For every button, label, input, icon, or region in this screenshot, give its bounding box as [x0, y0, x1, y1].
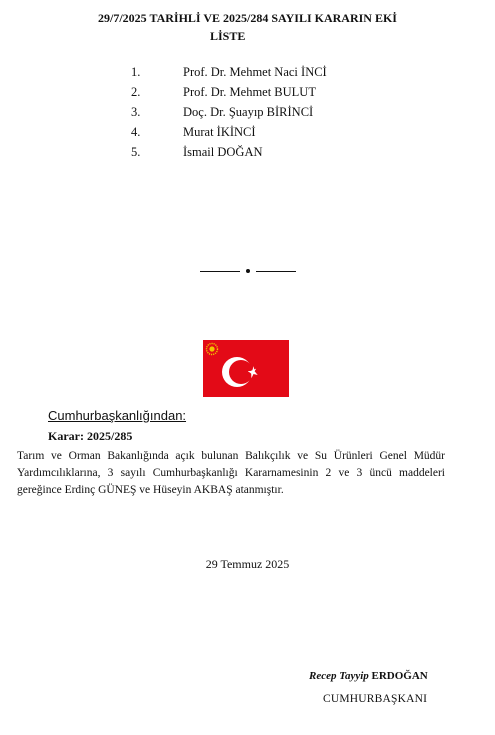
separator-dot [246, 269, 250, 273]
list-number: 5. [131, 145, 141, 159]
signer-name [309, 670, 428, 682]
signer-title: CUMHURBAŞKANI [323, 693, 428, 705]
list-name: Prof. Dr. Mehmet Naci İNCİ [183, 65, 327, 79]
list-number: 1. [131, 65, 141, 79]
list-number: 2. [131, 85, 141, 99]
signer-first-name: Recep Tayyip [309, 670, 372, 682]
separator-line [200, 271, 240, 272]
issuing-department: Cumhurbaşkanlığından: [48, 408, 187, 423]
list-number: 3. [131, 105, 141, 119]
document-subtitle: LİSTE [210, 29, 246, 43]
document-title: 29/7/2025 TARİHLİ VE 2025/284 SAYILI KARARIN EKİ [98, 11, 397, 25]
list-number: 4. [131, 125, 141, 139]
decision-text: Tarım ve Orman Bakanlığında açık bulunan Balıkçılık ve Su Ürünleri Genel Müdür Yardımcılıklarına, 3 sayılı Cumhurbaşkanlığı Kararnamesinin 2 ve 3 üncü maddeleri gereğince Erdinç GÜNEŞ ve Hüseyin AKBAŞ atanmıştır. [17, 450, 445, 496]
turkish-flag-emblem [203, 340, 289, 397]
list-name: Doç. Dr. Şuayıp BİRİNCİ [183, 105, 314, 119]
list-name: Murat İKİNCİ [183, 125, 256, 139]
section-separator [0, 262, 495, 278]
decision-date: 29 Temmuz 2025 [205, 557, 290, 571]
separator-line [256, 271, 296, 272]
signer-last-name: ERDOĞAN [371, 670, 428, 682]
decision-number: Karar: 2025/285 [48, 429, 133, 443]
list-name: İsmail DOĞAN [183, 145, 263, 159]
list-name: Prof. Dr. Mehmet BULUT [183, 85, 316, 99]
